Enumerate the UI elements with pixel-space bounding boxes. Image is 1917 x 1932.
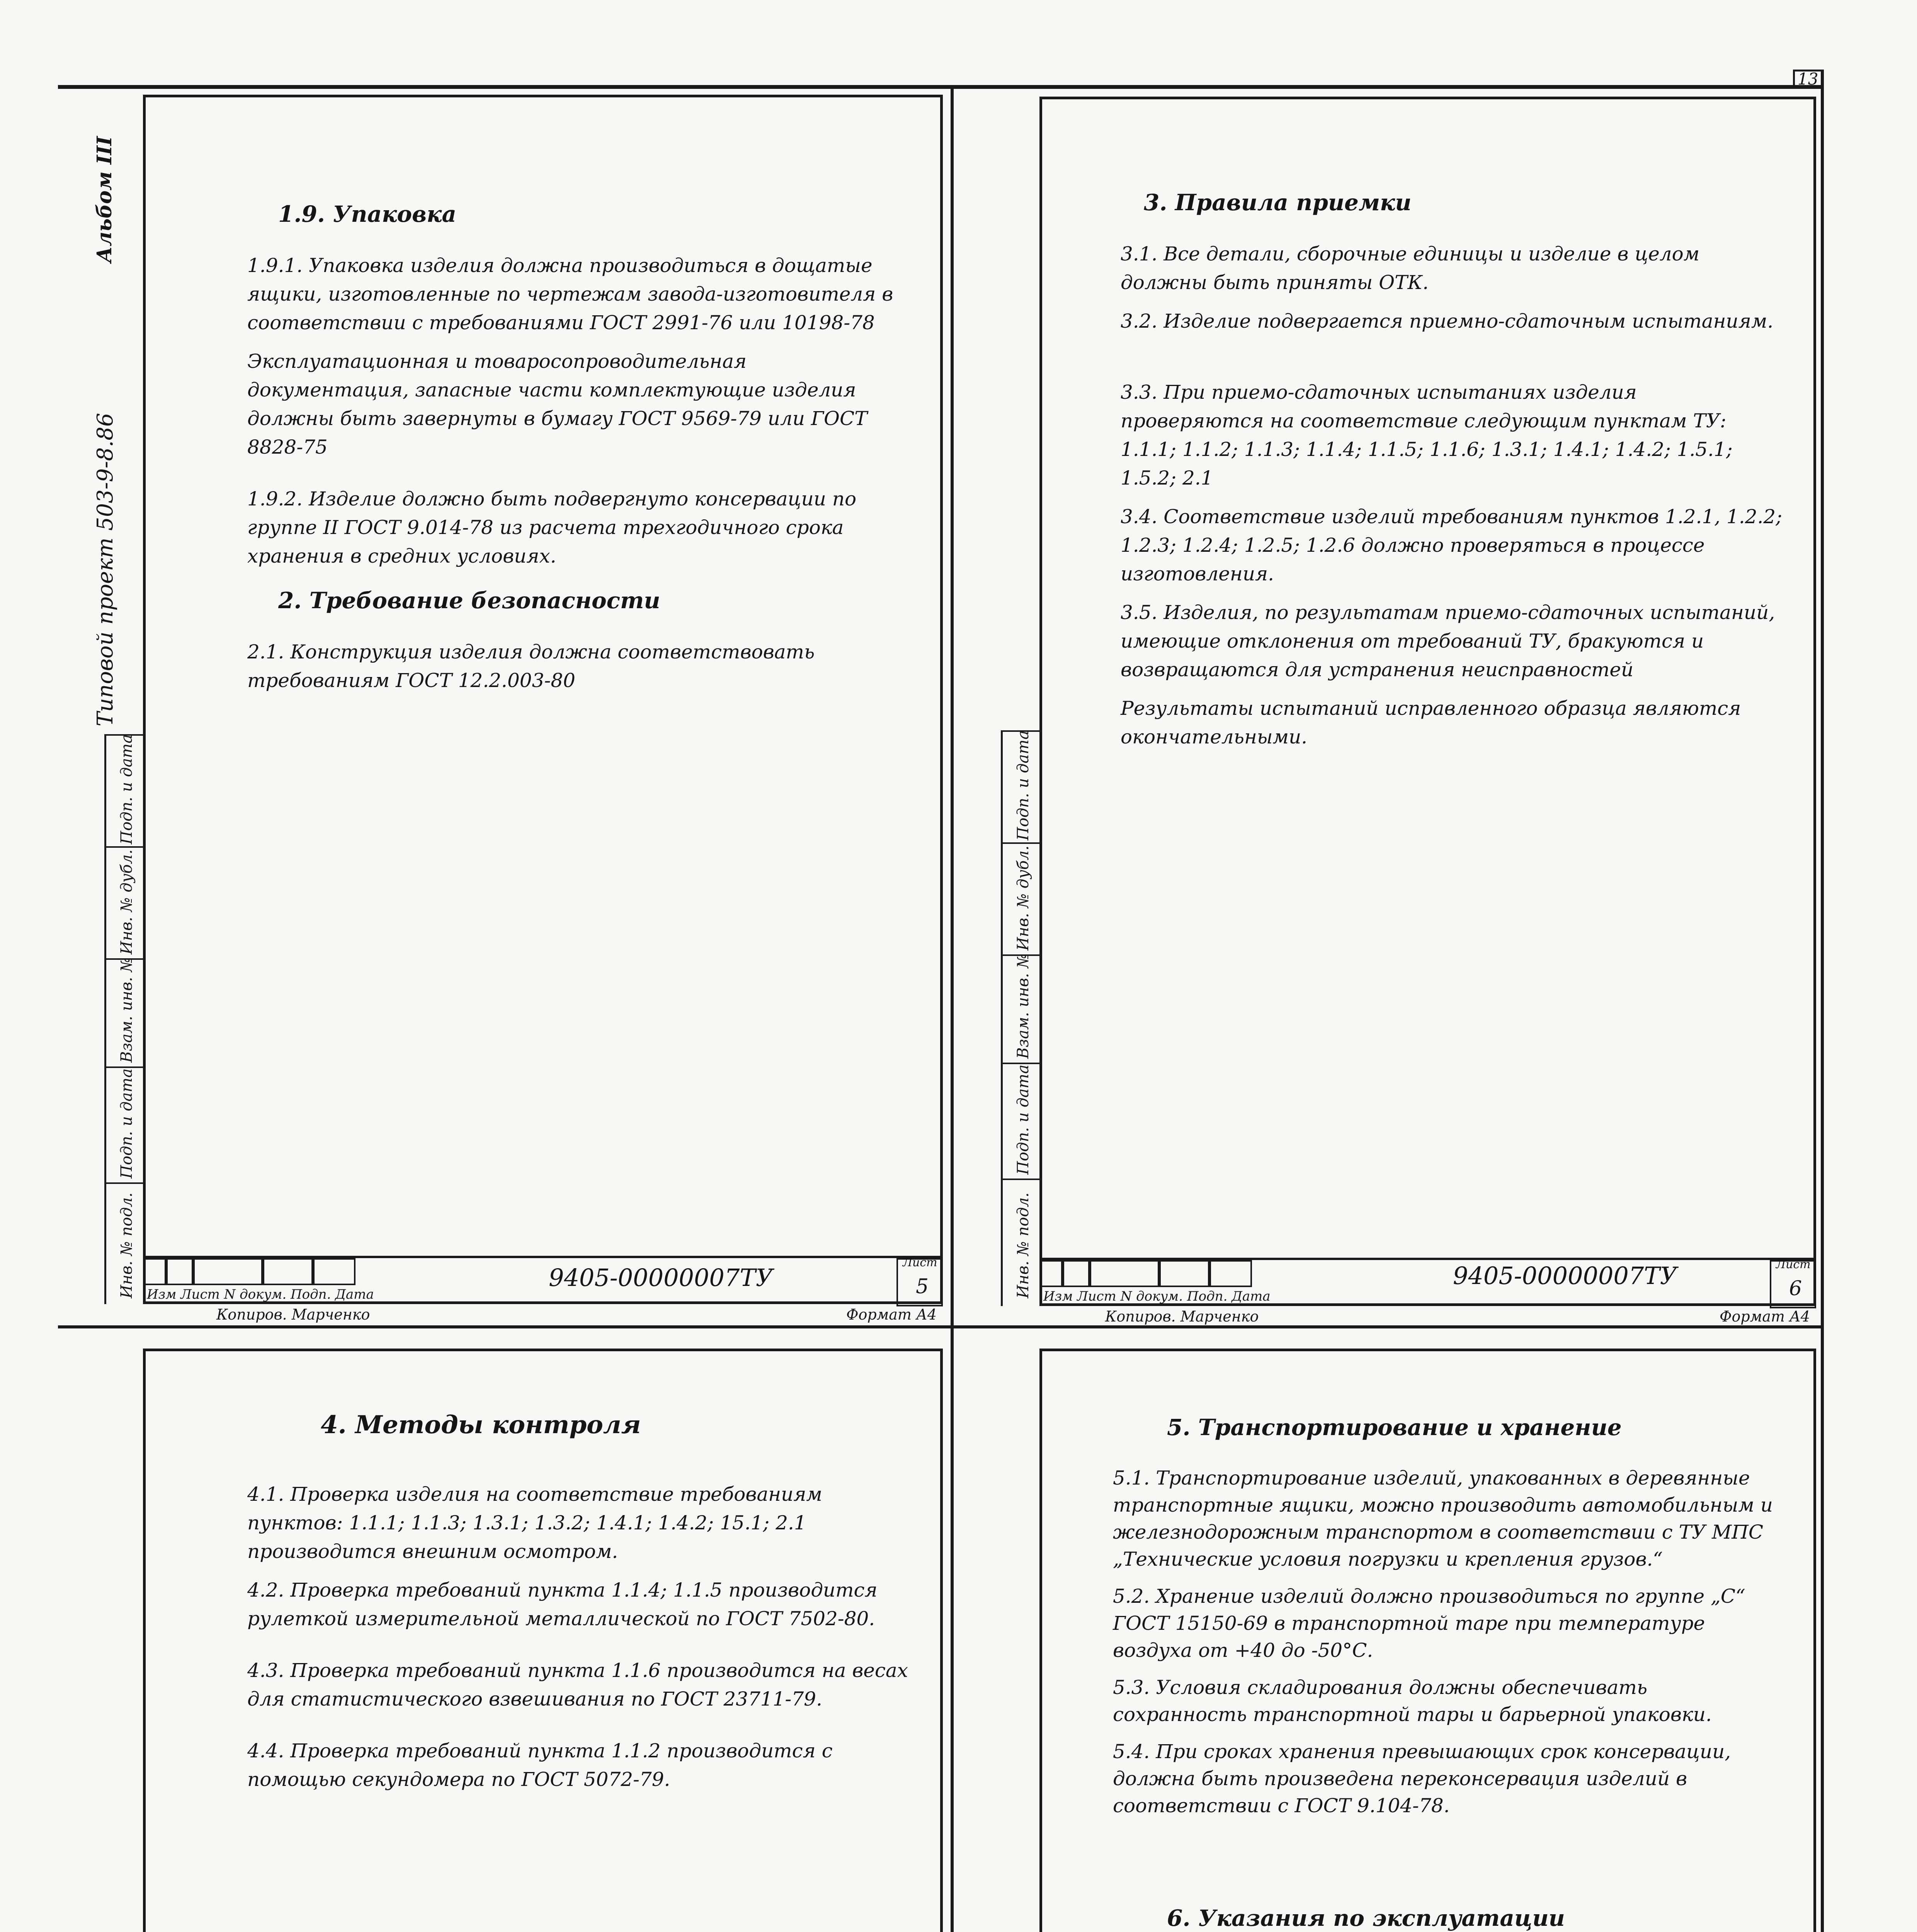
center-vertical-rule — [951, 85, 954, 1932]
center-horizontal-rule — [58, 1325, 1824, 1328]
copied-6: Копиров. Марченко — [1105, 1308, 1259, 1325]
text-3: 3.1. Все детали, сборочные единицы и изделие в целом должны быть приняты ОТК. 3.2. Изделие подвергается приемно-сдаточным испытаниям. 3.3. При приемо-сдаточных испытаниях изделия проверяются на соответствие следующим пунктам ТУ: 1.1.1; 1.1.2; 1.1.3; 1.1.4; 1.1.5; 1.1.6; 1.3.1; 1.4.1; 1.4.2; 1.5.1; 1.5.2; 2.1 3.4. Соответствие изделий требованиям пунктов 1.2.1, 1.2.2; 1.2.3; 1.2.4; 1.2.5; 1.2.6 должно проверяться в процессе изготовления. 3.5. Изделия, по результатам приемо-сдаточных испытаний, имеющие отклонения от требований ТУ, бракуются и возвращаются для устранения неисправностей Результаты испытаний исправленного образца являются окончательными. — [1121, 243, 1783, 748]
heading-4: 4. Методы контроля — [321, 1410, 641, 1439]
text-4: 4.1. Проверка изделия на соответствие требованиям пунктов: 1.1.1; 1.1.3; 1.3.1; 1.3.2; 1.4.1; 1.4.2; 15.1; 2.1 производится внешним осмотром. 4.2. Проверка требований пункта 1.1.4; 1.1.5 производится рулеткой измерительной металлической по ГОСТ 7502-80. 4.3. Проверка требований пункта 1.1.6 производится на весах для статистического взвешивания по ГОСТ 23711-79. 4.4. Проверка требований пункта 1.1.2 производится с помощью секундомера по ГОСТ 5072-79. — [247, 1483, 908, 1791]
top-rule — [58, 85, 1824, 89]
format-5: Формат А4 — [846, 1306, 937, 1323]
heading-3: 3. Правила приемки — [1144, 189, 1412, 216]
heading-6: 6. Указания по эксплуатации — [1167, 1905, 1565, 1931]
heading-5: 5. Транспортирование и хранение — [1167, 1414, 1622, 1440]
text-1-9: 1.9.1. Упаковка изделия должна производиться в дощатые ящики, изготовленные по чертежам завода-изготовителя в соответствии с требованиями ГОСТ 2991-76 или 10198-78 Эксплуатационная и товаросопроводительная документация, запасные части комплектующие изделия должны быть завернуты в бумагу ГОСТ 9569-79 или ГОСТ 8828-75 1.9.2. Изделие должно быть подвергнуто консервации по группе II ГОСТ 9.014-78 из расчета трехгодичного срока хранения в средних условиях. — [247, 254, 893, 567]
stamp-cols-5: Изм Лист N докум. Подп. Дата — [147, 1287, 374, 1302]
stamp-code-6: 9405-00000007ТУ — [1453, 1262, 1677, 1290]
side-strip-6: Подп. и дата Инв. № дубл. Взам. инв. № Подп. и дата Инв. № подл. — [1001, 730, 1041, 1306]
corner-number: 13 — [1798, 70, 1818, 88]
text-5: 5.1. Транспортирование изделий, упакованных в деревянные транспортные ящики, можно производить автомобильным и железнодорожным транспортом в соответствии с ТУ МПС „Технические условия погрузки и крепления грузов.“ 5.2. Хранение изделий должно производиться по группе „С“ ГОСТ 15150-69 в транспортной таре при температуре воздуха от +40 до -50°С. 5.3. Условия складирования должны обеспечивать сохранность транспортной тары и барьерной упаковки. 5.4. При сроках хранения превышающих срок консервации, должна быть произведена переконсервация изделий в соответствии с ГОСТ 9.104-78. — [1113, 1467, 1773, 1817]
heading-2: 2. Требование безопасности — [278, 587, 660, 614]
stamp-cols-6: Изм Лист N докум. Подп. Дата — [1043, 1289, 1271, 1304]
stamp-sheet-label-5: Лист — [903, 1256, 937, 1269]
stamp-sheet-num-5: 5 — [916, 1275, 929, 1298]
format-6: Формат А4 — [1720, 1308, 1810, 1325]
stamp-code-5: 9405-00000007ТУ — [549, 1264, 773, 1292]
text-2: 2.1. Конструкция изделия должна соответствовать требованиям ГОСТ 12.2.003-80 — [247, 641, 815, 692]
side-strip-5: Подп. и дата Инв. № дубл. Взам. инв. № Подп. и дата Инв. № подл. — [104, 734, 145, 1304]
stamp-sheet-label-6: Лист — [1776, 1258, 1811, 1271]
heading-1-9: 1.9. Упаковка — [278, 201, 456, 227]
album-label: Альбом III — [93, 136, 116, 263]
project-label: Типовой проект 503-9-8.86 — [93, 413, 118, 726]
stamp-sheet-num-6: 6 — [1789, 1277, 1802, 1300]
right-rule — [1821, 70, 1824, 1932]
copied-5: Копиров. Марченко — [216, 1306, 370, 1323]
